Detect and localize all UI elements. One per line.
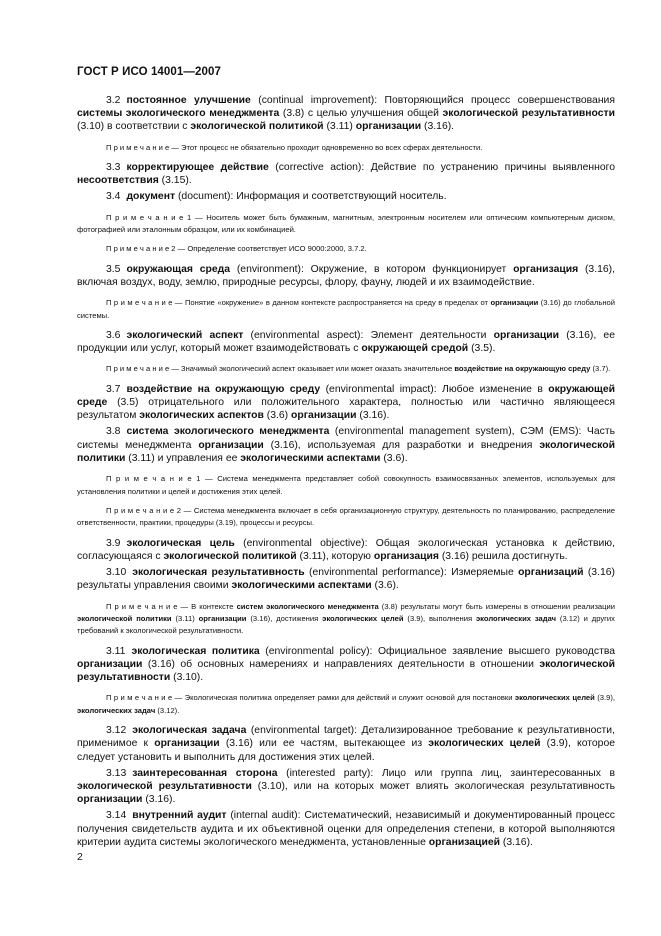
text-run: (3.9), (594, 693, 615, 703)
bold-term: систем экологического менеджмента (236, 601, 379, 611)
text-run: П р и м е ч а н и е — Понятие «окружение» в данном контексте распространяется на среду в пределах от (106, 298, 491, 308)
text-run: (environmental aspect): Элемент деятельности (243, 330, 494, 342)
text-run: (3.6). (380, 452, 408, 464)
bold-term: экологических целей (428, 738, 541, 750)
text-run: (3.9), которое следует установить и выполнить для достижения этих целей. (77, 738, 616, 763)
text-run: (3.8) результаты могут быть измерены в отношении реализации (378, 601, 615, 611)
text-run: П р и м е ч а н и е 2 — Система менеджмента включает в себя организационную структуру, деятельность по планированию, распределение ответственности, практики, процедуры (3.19), процессы и ресурсы. (77, 505, 615, 528)
bold-term: экологической политики (77, 439, 615, 464)
note-paragraph (77, 212, 615, 237)
text-run: П р и м е ч а н и е — В контексте (106, 601, 237, 611)
note-paragraph (77, 692, 615, 717)
term-definition (77, 809, 615, 849)
bold-term: организация (373, 550, 439, 562)
text-run: (3.16). (500, 836, 533, 848)
bold-term: организации (77, 794, 143, 806)
bold-term: экологическая задача (132, 725, 247, 737)
text-run: (document): Информация и соответствующий носитель. (175, 191, 447, 203)
text-run: (3.16) решила достигнуть. (438, 550, 568, 562)
term-number: 3.8 (106, 426, 121, 438)
text-run: (3.6). (371, 580, 399, 592)
term-number: 3.7 (106, 383, 121, 395)
term-definition (77, 425, 615, 465)
text-run: (environmental policy): Официальное заявление высшего руководства (259, 645, 616, 657)
term-definition (77, 645, 615, 685)
bold-term: организации (490, 298, 539, 308)
text-run: (3.6) (263, 410, 292, 422)
text-run: (3.16), ее продукции или услуг, который может взаимодействовать с (77, 330, 615, 355)
text-run: (3.16), включая воздух, воду, землю, природные ресурсы, флору, фауну, людей и их взаимодействие. (77, 263, 616, 289)
text-run: П р и м е ч а н и е — Значимый экологический аспект оказывает или может оказать значительное (106, 364, 455, 374)
note-paragraph (77, 363, 615, 375)
bold-term: экологическими аспектами (231, 580, 372, 592)
note-paragraph (77, 505, 615, 530)
bold-term: экологической политики (77, 613, 172, 623)
term-definition (77, 94, 615, 134)
text-run: (3.16). (421, 121, 455, 133)
bold-term: экологической результативности (77, 780, 252, 792)
note-paragraph (77, 473, 615, 498)
text-run: (3.11) (171, 613, 199, 623)
term-definition (77, 190, 615, 203)
bold-term: внутренний аудит (132, 810, 227, 822)
bold-term: экологической политикой (190, 121, 324, 133)
text-run: (environmental performance): Измеряемые (304, 567, 519, 579)
text-run: (3.5). (468, 343, 496, 355)
text-run: (3.9), выполнения (403, 613, 476, 623)
term-definition (77, 263, 615, 289)
bold-term: системы экологического менеджмента (77, 108, 280, 120)
term-definition (77, 329, 615, 355)
text-run: (continual improvement): Повторяющийся процесс совершенствования (250, 95, 615, 106)
text-run: (environmental management system), СЭМ (EMS): Часть системы менеджмента (77, 426, 615, 451)
bold-term: экологических аспектов (139, 410, 264, 422)
bold-term: воздействие на окружающую среду (126, 383, 321, 395)
bold-term: окружающей средой (361, 343, 469, 355)
bold-term: экологических задач (77, 705, 156, 715)
term-definition (77, 161, 615, 187)
document-header: ГОСТ Р ИСО 14001—2007 (77, 66, 222, 78)
term-number: 3.4 (106, 191, 121, 203)
note-paragraph (77, 601, 615, 638)
text-run: (3.12). (155, 705, 180, 715)
text-run: (environment): Окружение, в котором функционирует (230, 263, 514, 275)
bold-term: экологической результативности (77, 658, 615, 684)
bold-term: организации (198, 613, 247, 623)
term-definition (77, 566, 615, 592)
note-paragraph (77, 297, 615, 322)
bold-term: экологической политикой (163, 550, 297, 562)
text-run: (3.16). (142, 794, 176, 806)
term-number: 3.11 (106, 645, 126, 657)
note-paragraph (77, 142, 615, 154)
text-run: (3.8) с целью улучшения общей (279, 108, 443, 120)
text-run: (3.11) и управления ее (125, 452, 241, 464)
bold-term: организация (513, 263, 579, 275)
bold-term: экологическая политика (131, 645, 260, 657)
text-run: П р и м е ч а н и е 2 — Определение соответствует ИСО 9000:2000, 3.7.2. (106, 244, 367, 254)
bold-term: организацией (428, 836, 500, 848)
text-run: П р и м е ч а н и е 1 — Система менеджмента представляет собой совокупность взаимосвязанных элементов, используемых для установления политики и целей и достижения этих целей. (77, 474, 615, 496)
term-number: 3.3 (106, 162, 121, 174)
term-number: 3.6 (106, 330, 121, 342)
text-run: (3.16) об основных намерениях и направлениях деятельности в отношении (142, 658, 540, 670)
text-run: (3.11) (323, 121, 356, 133)
bold-term: несоответствия (77, 175, 159, 187)
text-run: (environmental impact): Любое изменение в (320, 383, 549, 395)
page-number: 2 (77, 851, 83, 863)
text-run: (3.11), которую (296, 550, 374, 562)
term-definition (77, 383, 615, 423)
term-number: 3.14 (106, 810, 127, 822)
document-body (77, 94, 615, 857)
term-number: 3.5 (106, 263, 121, 275)
text-run: П р и м е ч а н и е — Экологическая политика определяет рамки для действий и служит основой для постановки (106, 693, 515, 703)
text-run: (corrective action): Действие по устранению причины выявленного (268, 162, 615, 174)
bold-term: экологических задач (475, 613, 557, 623)
text-run: П р и м е ч а н и е 1 — Носитель может быть бумажным, магнитным, электронным носителем или оптическим компьютерным диском, фотографией или эталонным образцом, или их комбинацией. (77, 212, 615, 235)
text-run: (3.10). (170, 672, 204, 684)
bold-term: экологическая цель (126, 537, 235, 549)
text-run: (3.16) результаты управления своими (77, 567, 615, 592)
term-number: 3.13 (106, 767, 127, 779)
bold-term: заинтересованная сторона (132, 767, 278, 779)
bold-term: экологический аспект (126, 330, 244, 342)
bold-term: окружающей среде (77, 383, 615, 409)
bold-term: воздействие на окружающую среду (454, 364, 591, 374)
text-run: (3.16) или ее частям, вытекающее из (219, 738, 429, 750)
text-run: (3.16) до глобальной системы. (77, 298, 615, 320)
term-number: 3.9 (106, 537, 121, 549)
term-definition (77, 724, 615, 764)
text-run: (3.7). (590, 364, 611, 374)
text-run: (3.15). (158, 175, 192, 187)
term-definition (77, 537, 615, 563)
text-run: (3.10), или на которых может влиять экологическая результативность (251, 780, 615, 792)
bold-term: организации (291, 410, 357, 422)
bold-term: экологической результативности (442, 108, 615, 120)
bold-term: экологических целей (322, 613, 404, 623)
bold-term: организации (355, 121, 422, 133)
bold-term: система экологического менеджмента (126, 426, 330, 438)
bold-term: экологическая результативность (132, 567, 305, 579)
text-run: (interested party): Лицо или группа лиц, заинтересованных в (277, 767, 616, 779)
bold-term: организации (493, 330, 560, 342)
bold-term: организации (154, 738, 220, 750)
text-run: (3.16). (356, 410, 390, 422)
bold-term: экологическими аспектами (240, 452, 381, 464)
bold-term: корректирующее действие (126, 162, 269, 174)
text-run: (3.10) в соответствии с (77, 121, 191, 133)
bold-term: организации (77, 658, 143, 670)
text-run: (3.5) отрицательного или положительного характера, полностью или частично являющееся результатом (77, 397, 615, 422)
term-number: 3.12 (106, 725, 127, 737)
bold-term: постоянное улучшение (126, 95, 251, 106)
bold-term: окружающая среда (126, 263, 231, 275)
text-run: (3.16), достижения (246, 613, 323, 623)
term-definition (77, 767, 615, 807)
bold-term: организаций (518, 567, 584, 579)
text-run: П р и м е ч а н и е — Этот процесс не обязательно проходит одновременно во всех сферах деятельности. (106, 142, 483, 152)
text-run: (internal audit): Систематический, независимый и документированный процесс получения свидетельств аудита и их объективной оценки для определения степени, в которой выполняются критерии аудита системы экологического менеджмента, установленные (77, 810, 615, 848)
text-run: (environmental objective): Общая экологическая установка к действию, согласующаяся с (77, 537, 615, 562)
term-number: 3.10 (106, 567, 127, 579)
note-paragraph (77, 243, 615, 255)
text-run: (3.12) и других требований к экологической результативности. (77, 613, 615, 636)
text-run: (3.16), используемая для разработки и внедрения (263, 439, 540, 451)
term-number: 3.2 (106, 95, 121, 106)
bold-term: документ (126, 191, 176, 203)
bold-term: организации (198, 439, 264, 451)
text-run: (environmental target): Детализированное требование к результативности, применимое к (77, 725, 615, 750)
bold-term: экологических целей (514, 693, 595, 703)
